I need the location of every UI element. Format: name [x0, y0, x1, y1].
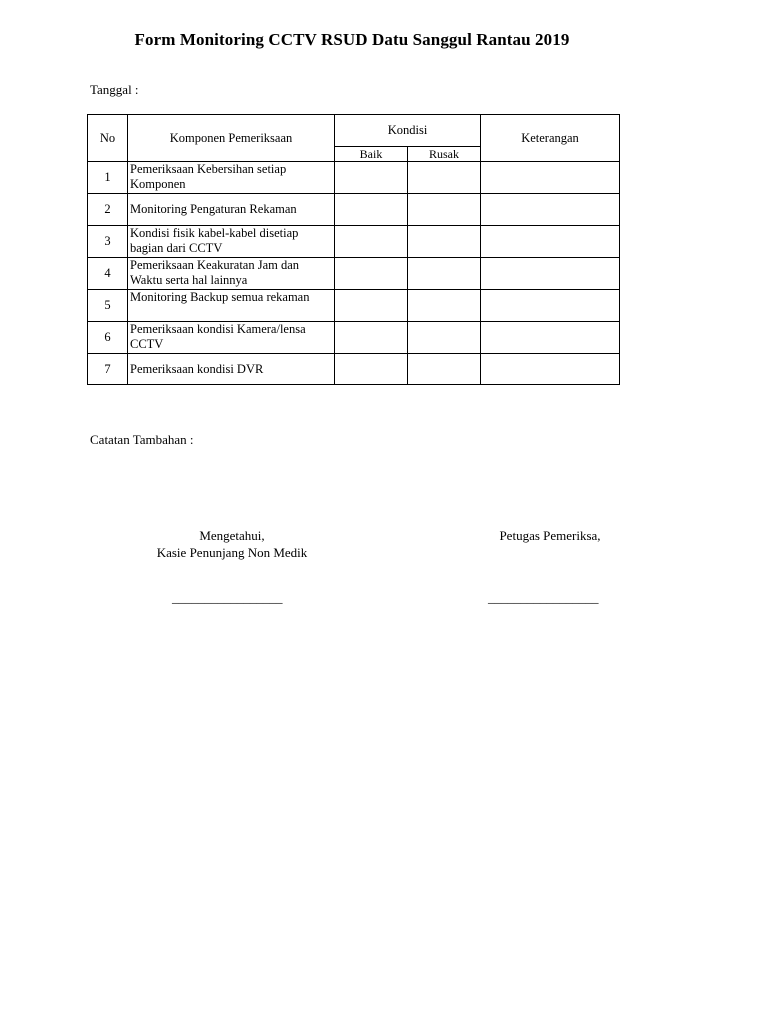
signature-left-line1: Mengetahui,	[199, 528, 265, 543]
header-rusak: Rusak	[408, 147, 481, 162]
row-komponen: Pemeriksaan kondisi DVR	[128, 354, 335, 385]
row-no: 4	[88, 258, 128, 290]
row-no: 1	[88, 162, 128, 194]
row-komponen: Pemeriksaan Keakuratan Jam dan Waktu serta hal lainnya	[128, 258, 335, 290]
signature-line-left: _________________	[172, 590, 283, 605]
row-no: 7	[88, 354, 128, 385]
cell-keterangan[interactable]	[481, 354, 620, 385]
catatan-label: Catatan Tambahan :	[90, 432, 194, 447]
cell-baik[interactable]	[335, 194, 408, 226]
header-kondisi: Kondisi	[335, 115, 481, 147]
header-keterangan: Keterangan	[481, 115, 620, 162]
cell-rusak[interactable]	[408, 162, 481, 194]
table-row	[88, 354, 620, 385]
cell-baik[interactable]	[335, 322, 408, 354]
cell-baik[interactable]	[335, 290, 408, 322]
cell-baik[interactable]	[335, 162, 408, 194]
cell-rusak[interactable]	[408, 226, 481, 258]
tanggal-label: Tanggal :	[90, 82, 139, 97]
signature-block-left	[130, 527, 334, 561]
table-row	[88, 194, 620, 226]
row-komponen: Monitoring Backup semua rekaman	[128, 290, 335, 322]
table-row	[88, 322, 620, 354]
cell-rusak[interactable]	[408, 194, 481, 226]
row-komponen: Kondisi fisik kabel-kabel disetiap bagian dari CCTV	[128, 226, 335, 258]
table-row	[88, 258, 620, 290]
row-no: 3	[88, 226, 128, 258]
signature-right-line1: Petugas Pemeriksa,	[499, 528, 601, 543]
cell-rusak[interactable]	[408, 354, 481, 385]
signature-line-right: _________________	[488, 590, 599, 605]
cell-keterangan[interactable]	[481, 290, 620, 322]
row-komponen: Monitoring Pengaturan Rekaman	[128, 194, 335, 226]
row-komponen: Pemeriksaan kondisi Kamera/lensa CCTV	[128, 322, 335, 354]
row-no: 6	[88, 322, 128, 354]
cell-baik[interactable]	[335, 258, 408, 290]
row-komponen: Pemeriksaan Kebersihan setiap Komponen	[128, 162, 335, 194]
cell-baik[interactable]	[335, 226, 408, 258]
cell-rusak[interactable]	[408, 322, 481, 354]
table-row	[88, 162, 620, 194]
cell-keterangan[interactable]	[481, 162, 620, 194]
row-no: 2	[88, 194, 128, 226]
header-no: No	[88, 115, 128, 162]
table-row	[88, 290, 620, 322]
header-komponen: Komponen Pemeriksaan	[128, 115, 335, 162]
header-baik: Baik	[335, 147, 408, 162]
signature-block-right	[470, 527, 630, 544]
cell-keterangan[interactable]	[481, 194, 620, 226]
cell-rusak[interactable]	[408, 290, 481, 322]
cell-baik[interactable]	[335, 354, 408, 385]
cell-keterangan[interactable]	[481, 322, 620, 354]
cell-rusak[interactable]	[408, 258, 481, 290]
row-no: 5	[88, 290, 128, 322]
cell-keterangan[interactable]	[481, 258, 620, 290]
monitoring-table	[87, 114, 620, 385]
cell-keterangan[interactable]	[481, 226, 620, 258]
signature-left-line2: Kasie Penunjang Non Medik	[156, 545, 308, 560]
table-row	[88, 226, 620, 258]
document-title: Form Monitoring CCTV RSUD Datu Sanggul Rantau 2019	[134, 30, 570, 49]
